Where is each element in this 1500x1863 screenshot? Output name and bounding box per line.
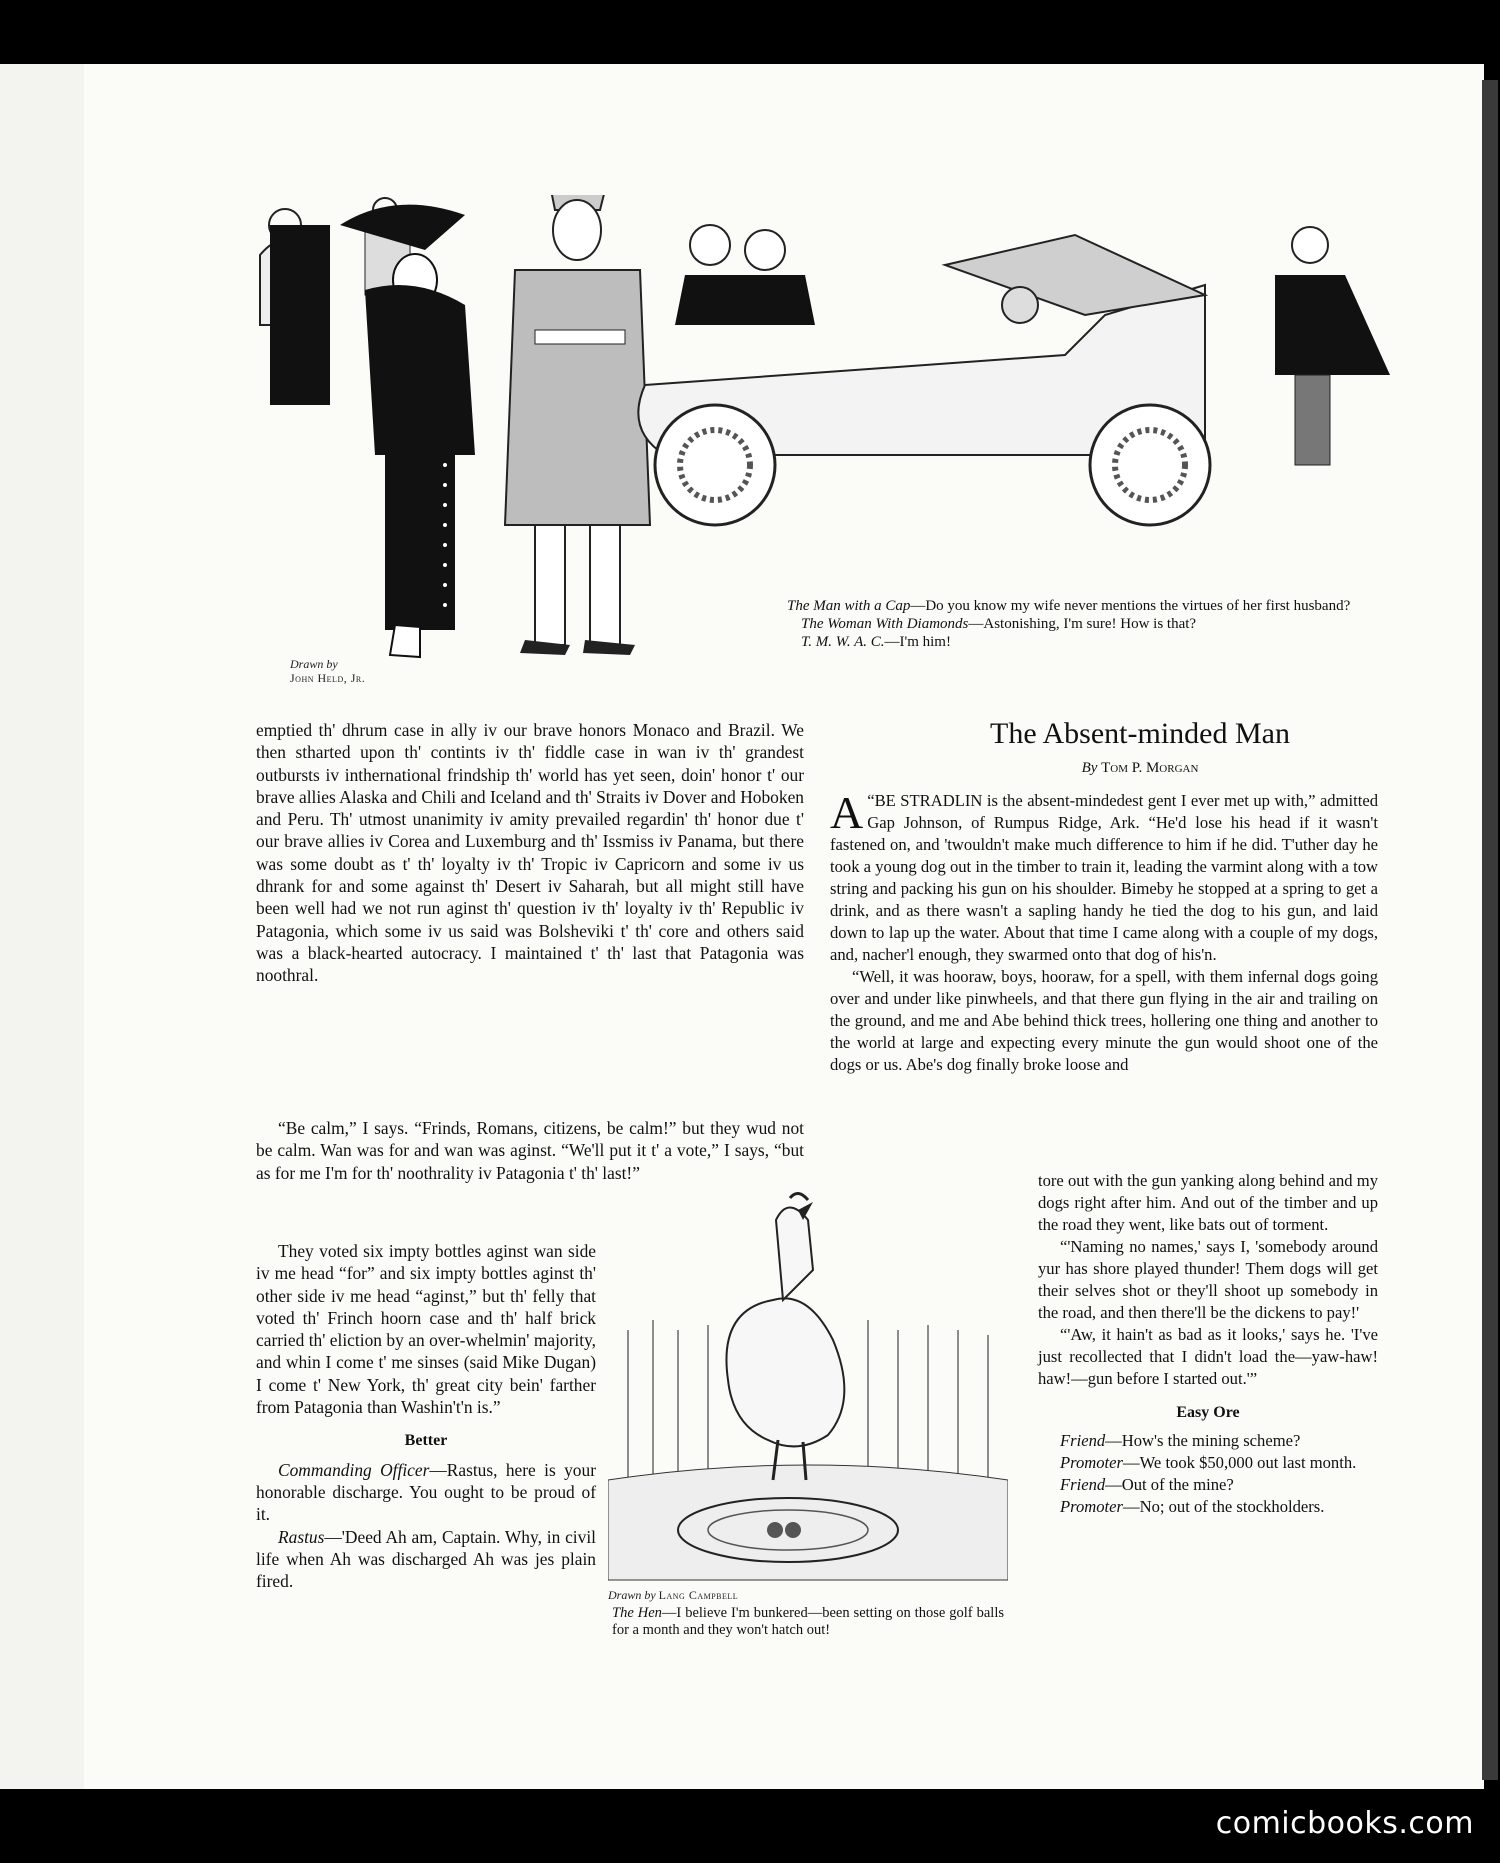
better-line [256,1459,596,1526]
caption-text: —I'm him! [884,634,951,650]
caption-line [787,633,1407,651]
article-paragraph: “'Naming no names,' says I, 'somebody around yur has shore played thunder! Them dogs will get their selves shot or they'll shoot up somebody in the road, and then there'll be the dickens to pay!' [1038,1237,1378,1322]
caption-text: —Do you know my wife never mentions the virtues of her first husband? [910,598,1351,614]
article-paragraph: “'Aw, it hain't as bad as it looks,' says he. 'I've just recollected that I didn't load the—yaw-haw! haw!—gun before I started out.'” [1038,1325,1378,1388]
right-column-top [830,787,1378,1076]
drop-cap: A [830,787,864,838]
caption-speaker: The Woman With Diamonds [801,616,969,632]
article-paragraph: “ A BE STRADLIN is the absent-mindedest gent I ever met up with,” admitted Gap Johnson, of Rumpus Ridge, Ark. “He'd lose his head if it wasn't fastened on, and 'twouldn't make much difference to him if he did. T'uther day he took a young dog out in the timber to train it, leading the varmint along with a tow string and packing his gun on his shoulder. Bimeby he stopped at a spring to get a drink, and as there wasn't a sapling handy he tied the dog to his gun, and laid down to lap up the water. About that time I came along with a couple of my dogs, and, nacher'l enough, they swarmed onto that dog of his'n. [830,787,1378,964]
hen-text: —I believe I'm bunkered—been setting on those golf balls for a month and they won't hatch out! [612,1605,1004,1638]
easy-ore-line [1038,1474,1378,1496]
body-paragraph: emptied th' dhrum case in ally iv our brave honors Monaco and Brazil. We then stharted upon th' contints iv th' fiddle case in wan iv th' grandest outbursts iv inthernational frindship th' world has yet seen, doin' honor t' our brave allies Alaska and Chili and Iceland and th' Straits iv Dover and Hoboken and Peru. Th' utmost unanimity iv amity prevailed regardin' th' honor due t' our brave allies iv Corea and Luxemburg and th' Issmiss iv Panama, but there was some doubt as t' th' loyalty iv th' Tropic iv Capricorn and some iv us dhrank for and some against th' Desert iv Saharah, but all might still have been well had we not run aginst th' question iv th' loyalty iv th' Republic iv Patagonia, which some iv us said was Bolsheviki t' th' core and others said was a black-hearted autocracy. I maintained t' th' last that Patagonia was noothral. [256,720,804,986]
caption-speaker: The Man with a Cap [787,598,911,614]
better-heading: Better [404,1432,448,1450]
article-paragraph-text: BE STRADLIN is the absent-mindedest gent I ever met up with,” admitted Gap Johnson, of Rumpus Ridge, Ark. “He'd lose his head if it wasn't fastened on, and 'twouldn't make much difference to him if he did. T'uther day he took a young dog out in the timber to train it, leading the varmint along with a tow string and packing his gun on his shoulder. Bimeby he stopped at a spring to get a drink, and as there wasn't a sapling handy he tied the dog to his gun, and laid down to lap up the water. About that time I came along with a couple of my dogs, and, nacher'l enough, they swarmed onto that dog of his'n. [830,791,1378,964]
speaker-rastus: Rastus [278,1526,325,1547]
caption-speaker: T. M. W. A. C. [801,634,885,650]
site-watermark: comicbooks.com [1215,1806,1474,1841]
speaker: Friend [1060,1431,1106,1450]
byline-prefix: By [1081,760,1098,776]
hen-credit [608,1588,738,1602]
easy-ore-heading: Easy Ore [1176,1404,1240,1421]
line-text: —We took $50,000 out last month. [1123,1453,1357,1472]
left-column-middle [256,1117,804,1184]
easy-ore-line [1038,1452,1378,1474]
top-credit-prefix: Drawn by [290,657,338,671]
body-paragraph: “Be calm,” I says. “Frinds, Romans, citizens, be calm!” but they wud not be calm. Wan was for and wan was aginst. “We'll put it t' a vote,” I says, “but as for me I'm for th' noothrality iv Patagonia t' th' last!” [256,1118,804,1183]
line-text: —Rastus, here is your honorable discharge. You ought to be proud of it. [256,1459,596,1525]
hen-caption [612,1605,1004,1639]
body-paragraph: They voted six impty bottles aginst wan side iv me head “for” and six impty bottles aginst th' other side iv me head “aginst,” but th' felly that voted th' Frinch hoorn case and th' half brick carried th' eliction by an over-whelmin' majority, and whin I come t' me sinses (said Mike Dugan) I come t' New York, th' great city bein' farther from Patagonia than Washin't'n is.” [256,1241,596,1418]
byline-author: Tom P. Morgan [1101,760,1199,776]
article-paragraph: tore out with the gun yanking along behind and my dogs right after him. And out of the timber and up the road they went, like bats out of torment. [1038,1171,1378,1234]
hen-credit-artist: Lang Campbell [658,1588,739,1602]
top-cartoon-caption [787,597,1407,651]
speaker: Promoter [1060,1497,1123,1516]
hen-speaker: The Hen [612,1605,662,1621]
speaker-officer: Commanding Officer [278,1459,430,1480]
line-text: —'Deed Ah am, Captain. Why, in civil life when Ah was discharged Ah was jes plain fired. [256,1526,596,1592]
right-column-narrow [1038,1170,1378,1518]
caption-line [787,597,1407,615]
left-column-top [256,719,804,987]
top-credit-artist: John Held, Jr. [290,671,366,685]
speaker: Promoter [1060,1453,1123,1472]
top-cartoon-credit [290,657,365,685]
line-text: —No; out of the stockholders. [1123,1497,1325,1516]
hen-credit-prefix: Drawn by [608,1588,656,1602]
adjacent-page-edge [0,64,87,1789]
line-text: —How's the mining scheme? [1105,1431,1301,1450]
easy-ore-line [1038,1496,1378,1518]
article-title: The Absent-minded Man [990,717,1290,750]
article-byline [900,760,1380,777]
binding-edge [1482,80,1498,1780]
better-line [256,1526,596,1593]
left-column-narrow [256,1240,596,1592]
speaker: Friend [1060,1475,1106,1494]
easy-ore-line [1038,1430,1378,1452]
caption-line [787,615,1407,633]
line-text: —Out of the mine? [1105,1475,1234,1494]
article-paragraph: “Well, it was hooraw, boys, hooraw, for a spell, with them infernal dogs going over and under like pinwheels, and that there gun flying in the air and trailing on the ground, and me and Abe behind thick trees, hollering one thing and another to the world at large and expecting every minute the gun would shoot one of the dogs or us. Abe's dog finally broke loose and [830,967,1378,1074]
hen-illustration [608,1180,1008,1585]
caption-text: —Astonishing, I'm sure! How is that? [968,616,1197,632]
